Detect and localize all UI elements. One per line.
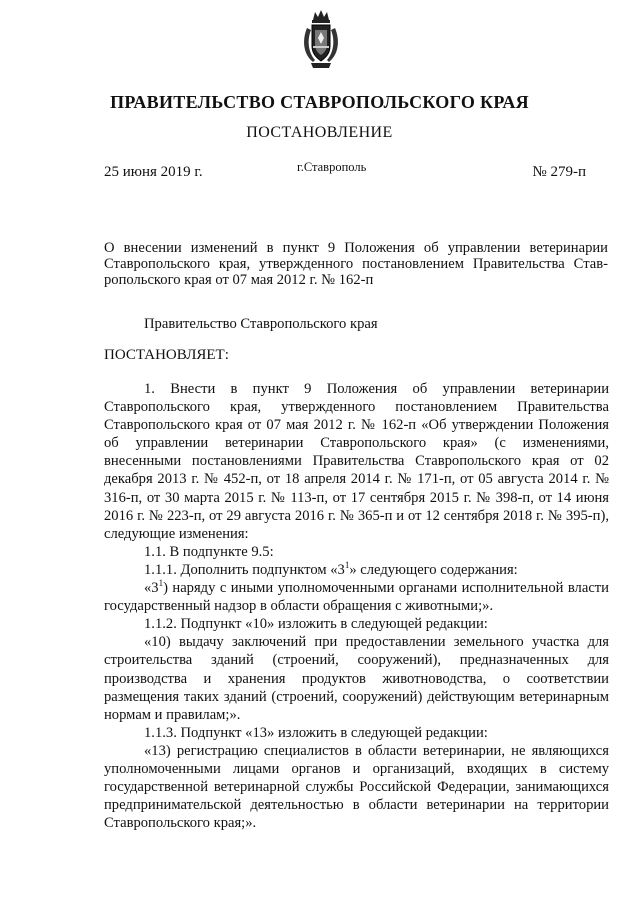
document-body bbox=[104, 380, 609, 832]
document-city: г.Ставрополь bbox=[297, 160, 367, 174]
issuing-authority: Правительство Ставропольского края bbox=[144, 316, 378, 332]
document-type: ПОСТАНОВЛЕНИЕ bbox=[246, 124, 393, 141]
coat-of-arms-icon bbox=[301, 8, 341, 70]
paragraph-1-1-1: 1.1.1. Дополнить подпунктом «$3^1$» следующего содержания: bbox=[144, 560, 518, 578]
subject-line: О внесении изменений в пункт 9 Положения об управлении ветеринарии bbox=[104, 240, 608, 256]
document-subject bbox=[104, 240, 608, 288]
document-number: № 279-п bbox=[532, 164, 586, 180]
paragraph-1-1-3: 1.1.3. Подпункт «13» изложить в следующей редакции: bbox=[144, 724, 488, 741]
subject-line: Ставропольского края, утвержденного постановлением Правительства Став- bbox=[104, 256, 608, 272]
paragraph-1-1-2: 1.1.2. Подпункт «10» изложить в следующей редакции: bbox=[144, 616, 488, 633]
subject-line: ропольского края от 07 мая 2012 г. № 162-п bbox=[104, 272, 374, 288]
resolves-heading: ПОСТАНОВЛЯЕТ: bbox=[104, 347, 229, 363]
government-title: ПРАВИТЕЛЬСТВО СТАВРОПОЛЬСКОГО КРАЯ bbox=[110, 92, 529, 112]
paragraph-1-1: 1.1. В подпункте 9.5: bbox=[144, 543, 274, 560]
paragraph-item-13: «13) регистрацию специалистов в области ветеринарии, не являющихся уполномоченными лицами органов и организаций, входящих в систему государственной ветеринарной службы Российской Федерации, занимающихся предпринимательской деятельностью в области ветеринарии на территории Ставропольского края;». bbox=[104, 742, 609, 832]
paragraph-item-3-1: «$3^1$) наряду с иными уполномоченными органами исполнительной власти государственный надзор в области обращения с животными;». bbox=[104, 578, 609, 615]
paragraph-item-10: «10) выдачу заключений при предоставлении земельного участка для строительства зданий (строений, сооружений), предназначенных для производства и хранения продуктов животноводства, о соответствии размещения таких зданий (строений, сооружений) действующим ветеринарным нормам и правилам;». bbox=[104, 634, 609, 723]
paragraph-1: 1. Внести в пункт 9 Положения об управлении ветеринарии Ставропольского края, утвержденного постановлением Правительства Ставропольского края от 07 мая 2012 г. № 162-п «Об утверждении Положения об управлении ветеринарии Ставропольского края» (с изменениями, внесенными постановлениями Правительства Ставропольского края от 02 декабря 2013 г. № 452-п, от 18 апреля 2014 г. № 171-п, от 05 августа 2014 г. № 316-п, от 30 марта 2015 г. № 113-п, от 17 сентября 2015 г. № 398-п, от 14 июня 2016 г. № 223-п, от 29 августа 2016 г. № 365-п и от 12 сентября 2018 г. № 395-п), следующие изменения: bbox=[104, 381, 609, 542]
document-date: 25 июня 2019 г. bbox=[104, 164, 203, 180]
